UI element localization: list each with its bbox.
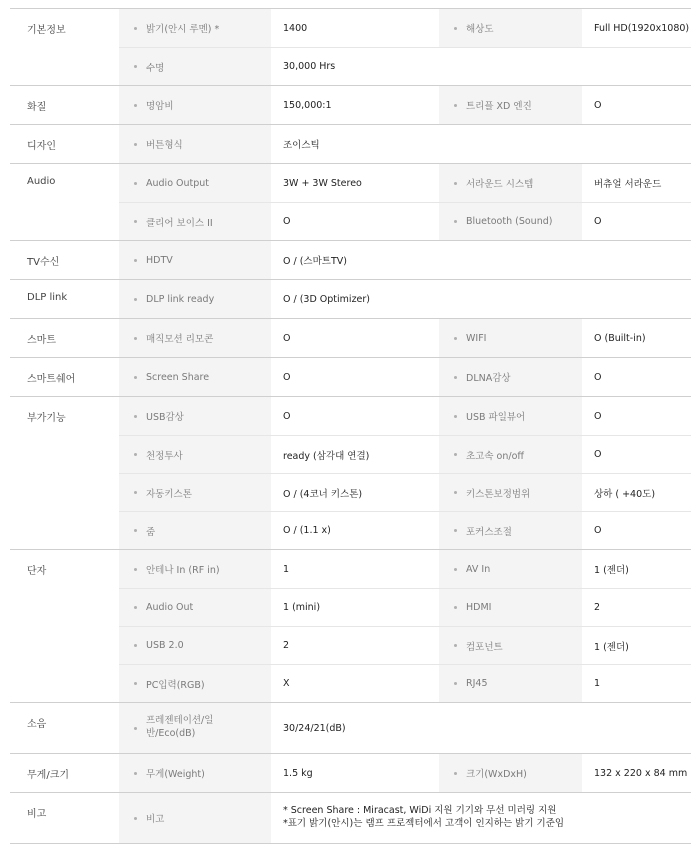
- category-label: 화질: [27, 102, 47, 113]
- bullet-icon: [134, 606, 137, 609]
- bullet-icon: [134, 772, 137, 775]
- spec-label: PC입력(RGB): [146, 679, 205, 691]
- spec-group-design: [10, 125, 691, 164]
- spec-value: 1400: [283, 22, 308, 34]
- remarks-line: *표기 밝기(안시)는 램프 프로젝터에서 고객이 인지하는 밝기 기준임: [283, 818, 565, 829]
- bullet-icon: [134, 298, 137, 301]
- spec-value: 1 (젠더): [594, 565, 629, 576]
- category-label: 기본정보: [27, 25, 66, 36]
- bullet-icon: [454, 491, 457, 494]
- category-label: 무게/크기: [27, 770, 70, 781]
- bullet-icon: [454, 415, 457, 418]
- bullet-icon: [134, 220, 137, 223]
- spec-row: [119, 9, 691, 47]
- spec-label: 키스톤보정범위: [466, 488, 531, 500]
- spec-label: DLP link ready: [146, 293, 215, 305]
- spec-row: [119, 793, 691, 843]
- spec-value: O: [283, 216, 291, 227]
- spec-group-ports: [10, 550, 691, 703]
- spec-value: 30,000 Hrs: [283, 61, 336, 72]
- spec-value: 132 x 220 x 84 mm: [594, 767, 688, 779]
- category-label: 부가기능: [27, 413, 66, 424]
- category-label: 비고: [27, 809, 47, 820]
- bullet-icon: [454, 644, 457, 647]
- spec-row: [119, 473, 691, 511]
- spec-value: O: [283, 371, 291, 383]
- spec-group-basic-info: [10, 9, 691, 86]
- spec-value: Full HD(1920x1080): [594, 22, 690, 34]
- spec-value: 1: [283, 563, 290, 575]
- bullet-icon: [134, 143, 137, 146]
- spec-group-smart-share: [10, 358, 691, 397]
- spec-row: [119, 435, 691, 473]
- spec-label: 무게(Weight): [146, 769, 205, 780]
- bullet-icon: [454, 220, 457, 223]
- spec-row: [119, 164, 691, 202]
- spec-label: USB감상: [146, 412, 184, 423]
- spec-value: O / (4코너 키스톤): [283, 488, 363, 500]
- spec-value: O: [283, 332, 291, 344]
- bullet-icon: [134, 259, 137, 262]
- spec-row: [119, 202, 691, 240]
- spec-group-picture: [10, 86, 691, 125]
- spec-row: [119, 550, 691, 588]
- bullet-icon: [134, 453, 137, 456]
- spec-label: 안테나 In (RF in): [146, 565, 220, 576]
- spec-label: USB 파일뷰어: [466, 412, 526, 423]
- spec-group-extras: [10, 397, 691, 550]
- bullet-icon: [134, 568, 137, 571]
- bullet-icon: [134, 415, 137, 418]
- remarks-text: [271, 793, 691, 843]
- spec-label: Screen Share: [146, 371, 210, 383]
- spec-value: O / (3D Optimizer): [283, 293, 371, 305]
- spec-label: WIFI: [466, 332, 487, 344]
- spec-value: O: [594, 99, 602, 111]
- spec-value: 1.5 kg: [283, 767, 313, 779]
- bullet-icon: [454, 772, 457, 775]
- spec-label: 초고속 on/off: [466, 450, 524, 462]
- spec-value: X: [283, 678, 290, 689]
- spec-label: 트리플 XD 엔진: [466, 101, 532, 112]
- bullet-icon: [454, 182, 457, 185]
- spec-label: 컴포넌트: [466, 641, 503, 653]
- spec-label: 버튼형식: [146, 140, 183, 151]
- spec-value: O: [594, 449, 602, 460]
- spec-label: DLNA감상: [466, 373, 511, 384]
- spec-label: HDMI: [466, 602, 492, 613]
- spec-label: Audio Out: [146, 602, 194, 613]
- spec-label: RJ45: [466, 678, 488, 689]
- spec-label: 해상도: [466, 24, 494, 35]
- spec-value: 버츄얼 서라운드: [594, 179, 662, 190]
- spec-value: 2: [283, 640, 290, 651]
- spec-label: AV In: [466, 563, 491, 575]
- bullet-icon: [134, 337, 137, 340]
- spec-group-dlp: [10, 280, 691, 319]
- category-label: Audio: [27, 176, 56, 187]
- spec-row: [119, 511, 691, 549]
- bullet-icon: [134, 27, 137, 30]
- spec-value: 조이스틱: [283, 140, 320, 151]
- spec-value: O: [594, 525, 602, 536]
- spec-label: 줌: [146, 526, 156, 538]
- bullet-icon: [134, 644, 137, 647]
- spec-row: [119, 626, 691, 664]
- spec-label: USB 2.0: [146, 640, 184, 651]
- spec-value: 1: [594, 678, 601, 689]
- spec-value: ready (삼각대 연결): [283, 450, 370, 462]
- spec-group-noise: [10, 703, 691, 754]
- spec-row: [119, 397, 691, 435]
- bullet-icon: [454, 529, 457, 532]
- spec-value: O: [594, 410, 602, 422]
- spec-label: 매직모션 리모콘: [146, 334, 214, 345]
- spec-group-tv: [10, 241, 691, 280]
- bullet-icon: [134, 65, 137, 68]
- bullet-icon: [454, 376, 457, 379]
- spec-label: HDTV: [146, 254, 173, 266]
- spec-value: O: [283, 410, 291, 422]
- spec-row: [119, 319, 691, 357]
- spec-label: 수명: [146, 62, 165, 74]
- spec-group-weight-size: [10, 754, 691, 793]
- bullet-icon: [454, 27, 457, 30]
- spec-label: 비고: [146, 814, 165, 825]
- spec-value: 2: [594, 602, 601, 613]
- spec-value: 150,000:1: [283, 99, 332, 111]
- bullet-icon: [134, 491, 137, 494]
- spec-group-smart: [10, 319, 691, 358]
- spec-row: [119, 86, 691, 124]
- spec-row: [119, 358, 691, 396]
- spec-value: 30/24/21(dB): [283, 722, 346, 734]
- bullet-icon: [454, 606, 457, 609]
- category-label: 디자인: [27, 141, 56, 152]
- spec-value: O (Built-in): [594, 332, 646, 344]
- bullet-icon: [134, 727, 137, 730]
- spec-label: Audio Output: [146, 177, 210, 189]
- spec-row: [119, 588, 691, 626]
- spec-row: [119, 754, 691, 792]
- spec-value: 상하 ( +40도): [594, 488, 656, 500]
- spec-label: 포커스조절: [466, 526, 512, 538]
- spec-label: 크기(WxDxH): [466, 769, 527, 780]
- bullet-icon: [134, 376, 137, 379]
- category-label: 스마트: [27, 335, 56, 346]
- spec-label: 클리어 보이스 II: [146, 217, 213, 229]
- spec-label: 천정투사: [146, 450, 183, 462]
- bullet-icon: [134, 682, 137, 685]
- spec-label: Bluetooth (Sound): [466, 216, 553, 227]
- remarks-line: * Screen Share : Miracast, WiDi 지원 기기와 무선 미러링 지원: [283, 805, 557, 817]
- bullet-icon: [134, 182, 137, 185]
- spec-value: O: [594, 216, 602, 227]
- bullet-icon: [454, 104, 457, 107]
- spec-row: [119, 47, 691, 85]
- bullet-icon: [454, 568, 457, 571]
- bullet-icon: [134, 817, 137, 820]
- bullet-icon: [454, 453, 457, 456]
- bullet-icon: [454, 337, 457, 340]
- bullet-icon: [134, 104, 137, 107]
- category-label: 단자: [27, 566, 47, 577]
- category-label: DLP link: [27, 292, 68, 303]
- spec-table: [10, 8, 691, 844]
- spec-value: O / (스마트TV): [283, 256, 347, 267]
- spec-label: 명암비: [146, 101, 174, 112]
- spec-label: 프레젠테이션/일반/Eco(dB): [146, 715, 214, 739]
- category-label: 소음: [27, 719, 47, 730]
- spec-group-remarks: [10, 793, 691, 844]
- spec-value: O: [594, 371, 602, 383]
- spec-row: [119, 703, 691, 753]
- spec-label: 밝기(안시 루멘) *: [146, 24, 220, 35]
- spec-group-audio: [10, 164, 691, 241]
- spec-label: 서라운드 시스템: [466, 179, 534, 190]
- spec-value: 3W + 3W Stereo: [283, 177, 362, 189]
- spec-value: O / (1.1 x): [283, 525, 331, 536]
- spec-label: 자동키스톤: [146, 488, 192, 500]
- spec-value: 1 (mini): [283, 602, 321, 613]
- category-label: TV수신: [27, 257, 60, 268]
- spec-row: [119, 241, 691, 279]
- spec-value: 1 (젠더): [594, 641, 629, 653]
- bullet-icon: [134, 529, 137, 532]
- spec-row: [119, 125, 691, 163]
- category-label: 스마트쉐어: [27, 374, 76, 385]
- bullet-icon: [454, 682, 457, 685]
- spec-row: [119, 280, 691, 318]
- spec-row: [119, 664, 691, 702]
